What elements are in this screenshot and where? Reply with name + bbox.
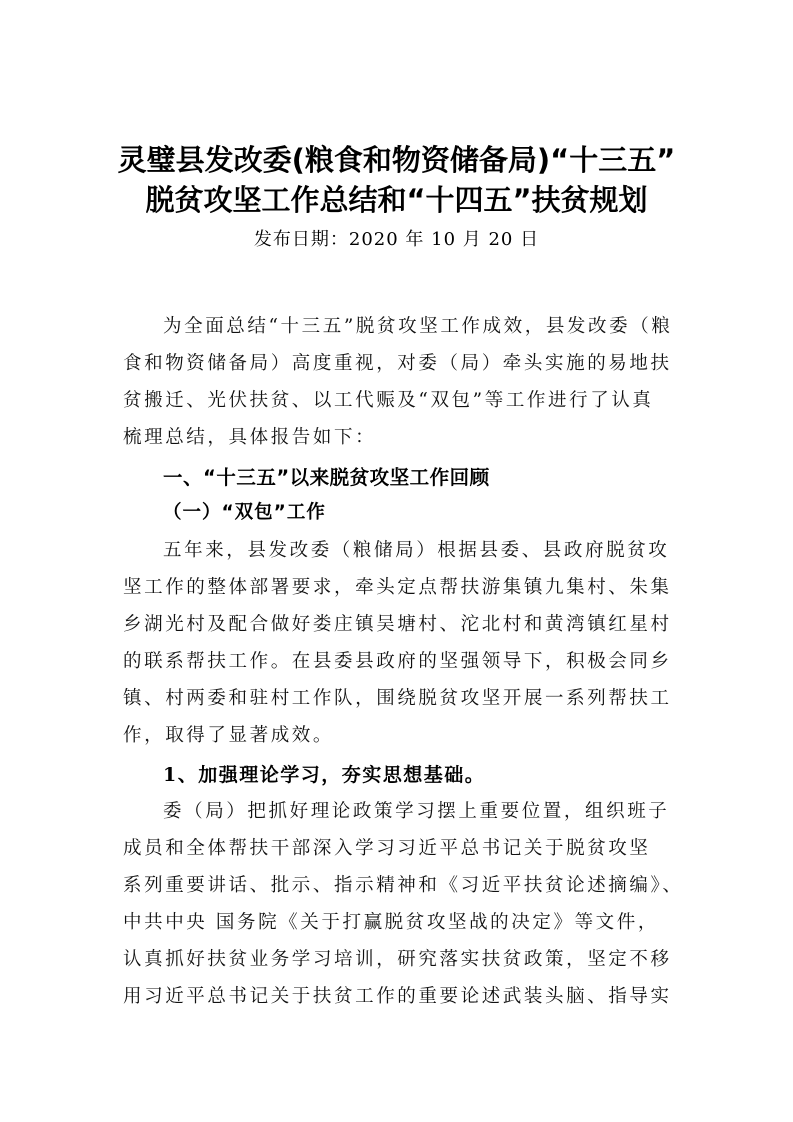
paragraph-line: 认真抓好扶贫业务学习培训，研究落实扶贫政策，坚定不移	[123, 949, 672, 970]
paragraph-line: 的联系帮扶工作。在县委县政府的坚强领导下，积极会同乡	[123, 651, 672, 672]
paragraph-line: 委（局）把抓好理论政策学习摆上重要位置，组织班子	[163, 801, 670, 822]
paragraph-line: 坚工作的整体部署要求，牵头定点帮扶游集镇九集村、朱集	[123, 577, 672, 598]
paragraph-line: 中共中央 国务院《关于打赢脱贫攻坚战的决定》等文件，	[123, 912, 659, 933]
paragraph-line: 贫搬迁、光伏扶贫、以工代赈及“双包”等工作进行了认真	[123, 390, 654, 411]
paragraph-line: 作，取得了显著成效。	[123, 725, 335, 746]
publish-date: 发布日期：2020 年 10 月 20 日	[253, 229, 540, 250]
subsection-heading: （一）“双包”工作	[163, 502, 326, 523]
paragraph-line: 梳理总结，具体报告如下：	[123, 427, 377, 448]
paragraph-line: 用习近平总书记关于扶贫工作的重要论述武装头脑、指导实	[123, 986, 672, 1007]
paragraph-line: 为全面总结“十三五”脱贫攻坚工作成效，县发改委（粮	[163, 316, 673, 337]
item-heading: 1、加强理论学习，夯实思想基础。	[163, 764, 486, 786]
document-title-line-2: 脱贫攻坚工作总结和“十四五”扶贫规划	[145, 183, 648, 217]
paragraph-line: 成员和全体帮扶干部深入学习习近平总书记关于脱贫攻坚	[123, 838, 651, 859]
paragraph-line: 食和物资储备局）高度重视，对委（局）牵头实施的易地扶	[123, 353, 672, 374]
paragraph-line: 镇、村两委和驻村工作队，围绕脱贫攻坚开展一系列帮扶工	[123, 688, 672, 709]
paragraph-line: 乡湖光村及配合做好娄庄镇吴塘村、沱北村和黄湾镇红星村	[123, 614, 672, 635]
document-title-line-1: 灵璧县发改委(粮食和物资储备局)“十三五”	[117, 143, 676, 177]
paragraph-line: 五年来，县发改委（粮储局）根据县委、县政府脱贫攻	[163, 540, 670, 561]
paragraph-line: 系列重要讲话、批示、指示精神和《习近平扶贫论述摘编》、	[123, 875, 684, 896]
section-heading: 一、“十三五”以来脱贫攻坚工作回顾	[163, 466, 490, 489]
